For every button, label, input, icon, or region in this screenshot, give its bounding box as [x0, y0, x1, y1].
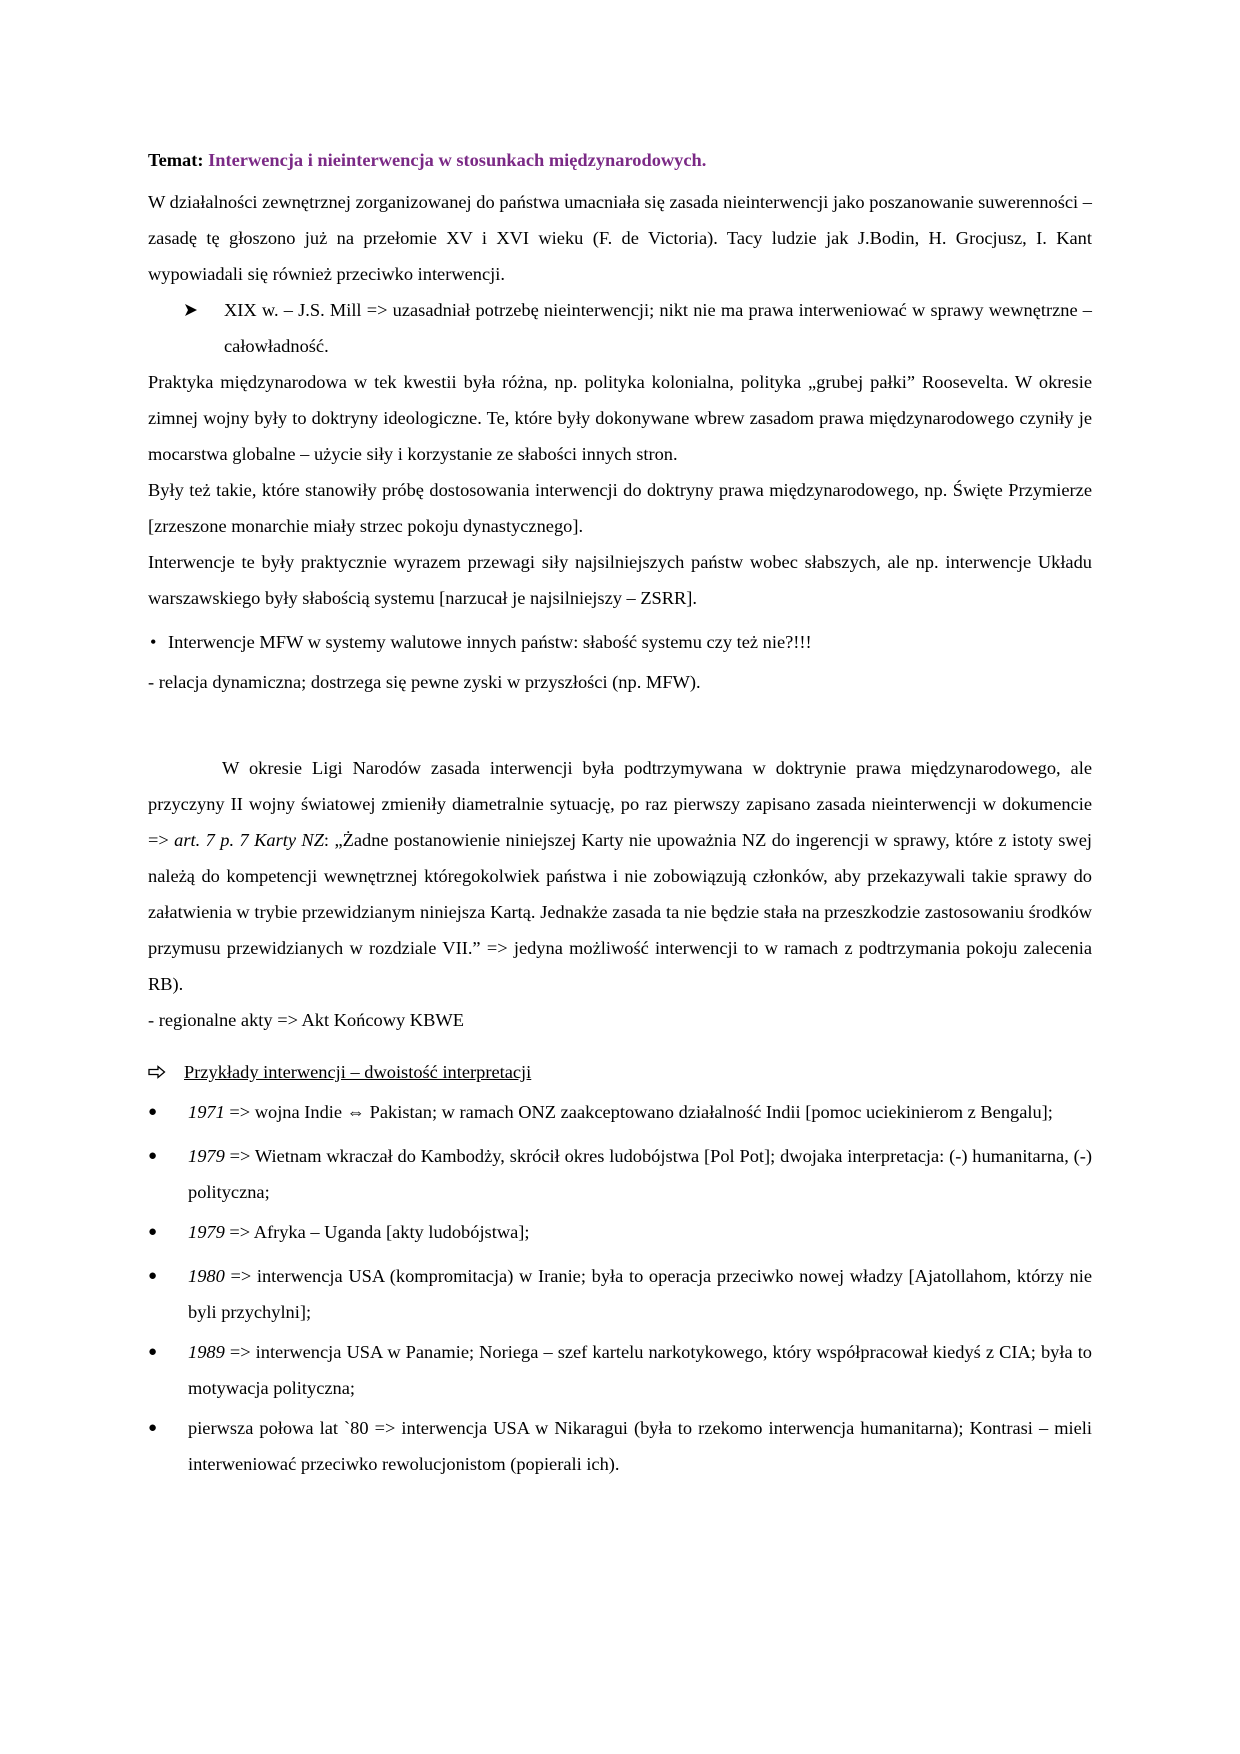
bullet-list-item	[148, 624, 1092, 660]
example-text: => interwencja USA w Panamie; Noriega – szef kartelu narkotykowego, który współpracował kiedyś z CIA; była to motywacja polityczna;	[188, 1342, 1092, 1398]
example-item	[148, 1094, 1092, 1130]
section-heading-text: Przykłady interwencji – dwoistość interpretacji	[184, 1062, 532, 1082]
bullet-icon: •	[150, 632, 157, 652]
bullet-icon: ●	[148, 1104, 158, 1120]
bullet-icon: ●	[148, 1148, 158, 1164]
arrow-list-item-text: XIX w. – J.S. Mill => uzasadniał potrzebę nieinterwencji; nikt nie ma prawa interweniować w sprawy wewnętrzne – całowładność.	[224, 300, 1092, 356]
bullet-icon: ●	[148, 1268, 158, 1284]
section-heading	[148, 1054, 1092, 1090]
bullet-icon: ●	[148, 1224, 158, 1240]
example-item	[148, 1214, 1092, 1250]
example-year: 1979	[188, 1146, 225, 1166]
paragraph-league-text-before: W okresie Ligi Narodów zasada interwencji była podtrzymywana w doktrynie prawa międzynarodowego, ale przyczyny II wojny światowej zmieniły diametralnie sytuację, po raz pierwszy zapisano zasada nieinterwencji w dokumencie =>	[148, 758, 1092, 850]
dash-note-regional: - regionalne akty => Akt Końcowy KBWE	[148, 1010, 464, 1030]
dash-note-dynamic: - relacja dynamiczna; dostrzega się pewne zyski w przyszłości (np. MFW).	[148, 672, 701, 692]
paragraph-practice: Praktyka międzynarodowa w tek kwestii była różna, np. polityka kolonialna, polityka „grubej pałki” Roosevelta. W okresie zimnej wojny były to doktryny ideologiczne. Te, które były dokonywane wbrew zasadom prawa międzynarodowego czyniły je mocarstwa globalne – użycie siły i korzystanie ze słabości innych stron.	[148, 372, 1092, 464]
example-year: 1989	[188, 1342, 225, 1362]
example-text: pierwsza połowa lat `80 => interwencja USA w Nikaragui (była to rzekomo interwencja humanitarna); Kontrasi – mieli interweniować przeciwko rewolucjonistom (popierali ich).	[188, 1418, 1092, 1474]
example-text: => interwencja USA (kompromitacja) w Iranie; była to operacja przeciwko nowej władzy [Ajatollahom, którzy nie byli przychylni];	[188, 1266, 1092, 1322]
paragraph-holy-alliance: Były też takie, które stanowiły próbę dostosowania interwencji do doktryny prawa międzynarodowego, np. Święte Przymierze [zrzeszone monarchie miały strzec pokoju dynastycznego].	[148, 480, 1092, 536]
document-title	[148, 142, 1092, 178]
paragraph-league-text-after: : „Żadne postanowienie niniejszej Karty nie upoważnia NZ do ingerencji w sprawy, które z istoty swej należą do kompetencji wewnętrznej któregokolwiek państwa i nie zobowiązują członków, aby przekazywali takie sprawy do załatwienia w trybie przewidzianym niniejsza Kartą. Jednakże zasada ta nie będzie stała na przeszkodzie zastosowaniu środków przymusu przewidzianych w rozdziale VII.” => jedyna możliwość interwencji to w ramach z podtrzymania pokoju zalecenia RB).	[148, 830, 1092, 994]
arrowhead-icon	[184, 292, 198, 328]
example-item	[148, 1258, 1092, 1330]
arrow-list-item	[148, 292, 1092, 364]
title-label: Temat:	[148, 150, 204, 170]
paragraph-intro: W działalności zewnętrznej zorganizowanej do państwa umacniała się zasada nieinterwencji jako poszanowanie suwerenności – zasadę tę głoszono już na przełomie XV i XVI wieku (F. de Victoria). Tacy ludzie jak J.Bodin, H. Grocjusz, I. Kant wypowiadali się również przeciwko interwencji.	[148, 192, 1092, 284]
example-year: 1971	[188, 1102, 225, 1122]
right-arrow-icon	[148, 1054, 184, 1090]
title-text: Interwencja i nieinterwencja w stosunkach międzynarodowych.	[208, 150, 707, 170]
paragraph-league-of-nations	[148, 750, 1092, 1002]
document-content	[148, 142, 1092, 1482]
example-item	[148, 1410, 1092, 1482]
example-text: => wojna Indie ⇔ Pakistan; w ramach ONZ zaakceptowano działalność Indii [pomoc uciekinierom z Bengalu];	[224, 1102, 1053, 1122]
bullet-icon: ●	[148, 1344, 158, 1360]
charter-reference: art. 7 p. 7 Karty NZ	[174, 830, 324, 850]
example-item	[148, 1138, 1092, 1210]
example-text: => Afryka – Uganda [akty ludobójstwa];	[224, 1222, 530, 1242]
example-text: => Wietnam wkraczał do Kambodży, skrócił okres ludobójstwa [Pol Pot]; dwojaka interpretacja: (-) humanitarna, (-) polityczna;	[188, 1146, 1092, 1202]
example-item	[148, 1334, 1092, 1406]
example-year: 1980	[188, 1266, 225, 1286]
bullet-icon: ●	[148, 1420, 158, 1436]
bullet-list-item-text: Interwencje MFW w systemy walutowe innych państw: słabość systemu czy też nie?!!!	[168, 632, 812, 652]
paragraph-warsaw-pact: Interwencje te były praktycznie wyrazem przewagi siły najsilniejszych państw wobec słabszych, ale np. interwencje Układu warszawskiego były słabością systemu [narzucał je najsilniejszy – ZSRR].	[148, 552, 1092, 608]
spacer	[148, 700, 1092, 750]
example-year: 1979	[188, 1222, 225, 1242]
